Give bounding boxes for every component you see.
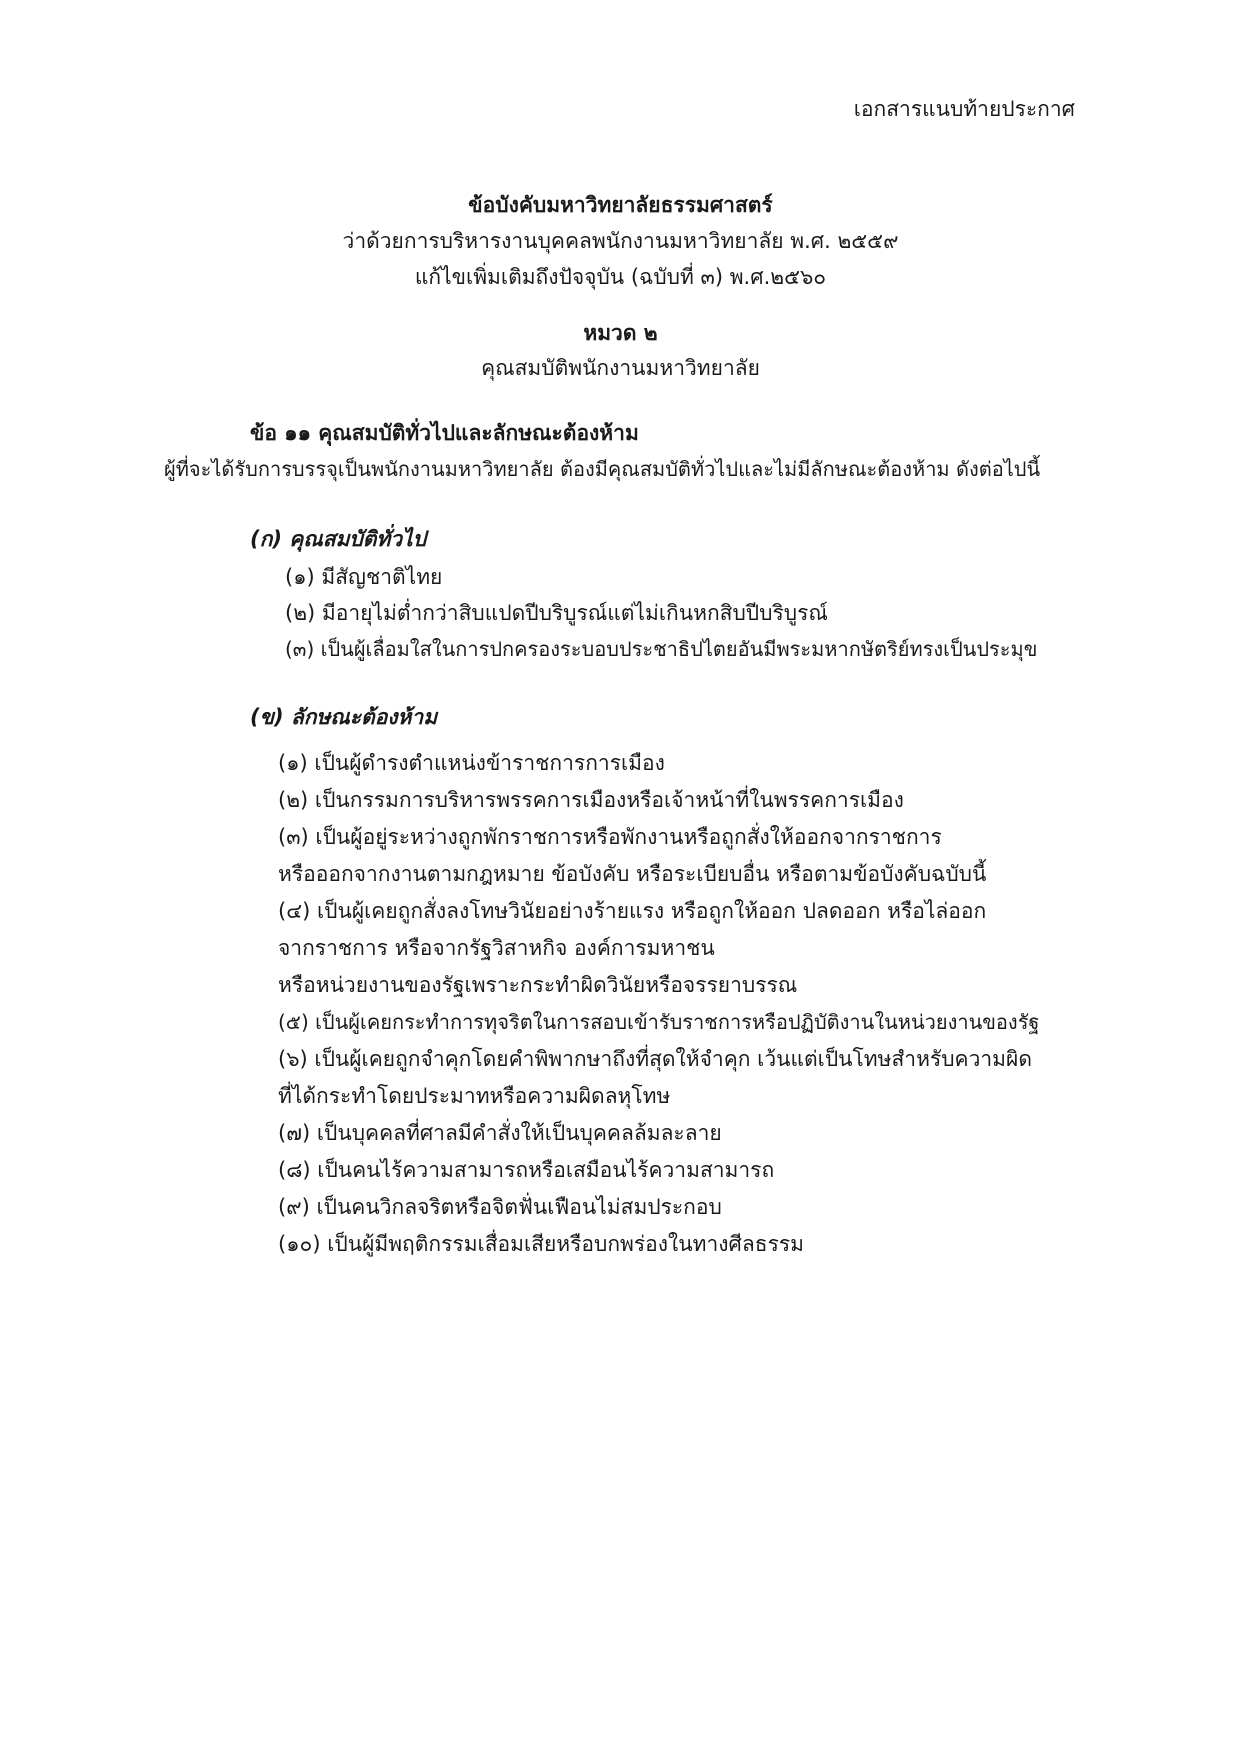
- prohibited-line: (๔) เป็นผู้เคยถูกสั่งลงโทษวินัยอย่างร้ายแรง หรือถูกให้ออก ปลดออก หรือไล่ออก: [278, 899, 987, 923]
- prohibited-line: (๕) เป็นผู้เคยกระทำการทุจริตในการสอบเข้ารับราชการหรือปฏิบัติงานในหน่วยงานของรัฐ: [278, 1010, 1040, 1034]
- prohibited-line: (๒) เป็นกรรมการบริหารพรรคการเมืองหรือเจ้าหน้าที่ในพรรคการเมือง: [278, 788, 904, 812]
- general-item: (๓) เป็นผู้เลื่อมใสในการปกครองระบอบประชาธิปไตยอันมีพระมหากษัตริย์ทรงเป็นประมุข: [285, 637, 1038, 661]
- prohibited-line: (๑) เป็นผู้ดำรงตำแหน่งข้าราชการการเมือง: [278, 751, 665, 775]
- prohibited-line: หรือออกจากงานตามกฎหมาย ข้อบังคับ หรือระเบียบอื่น หรือตามข้อบังคับฉบับนี้: [278, 862, 987, 886]
- prohibited-line: (๗) เป็นบุคคลที่ศาลมีคำสั่งให้เป็นบุคคลล้มละลาย: [278, 1121, 722, 1145]
- chapter-name: คุณสมบัติพนักงานมหาวิทยาลัย: [481, 356, 760, 380]
- attachment-note: เอกสารแนบท้ายประกาศ: [853, 97, 1075, 121]
- prohibited-line: ที่ได้กระทำโดยประมาทหรือความผิดลหุโทษ: [278, 1084, 671, 1108]
- prohibited-line: (๘) เป็นคนไร้ความสามารถหรือเสมือนไร้ความสามารถ: [278, 1158, 775, 1182]
- clause-intro: ผู้ที่จะได้รับการบรรจุเป็นพนักงานมหาวิทยาลัย ต้องมีคุณสมบัติทั่วไปและไม่มีลักษณะต้องห้าม ดังต่อไปนี้: [164, 457, 1041, 481]
- regulation-subtitle: ว่าด้วยการบริหารงานบุคคลพนักงานมหาวิทยาลัย พ.ศ. ๒๕๕๙: [342, 229, 899, 253]
- regulation-amendment: แก้ไขเพิ่มเติมถึงปัจจุบัน (ฉบับที่ ๓) พ.ศ.๒๕๖๐: [414, 265, 827, 289]
- general-qualifications-heading: (ก) คุณสมบัติทั่วไป: [250, 527, 426, 551]
- regulation-title: ข้อบังคับมหาวิทยาลัยธรรมศาสตร์: [468, 193, 773, 217]
- clause-heading: ข้อ ๑๑ คุณสมบัติทั่วไปและลักษณะต้องห้าม: [250, 421, 639, 445]
- prohibited-line: หรือหน่วยงานของรัฐเพราะกระทำผิดวินัยหรือจรรยาบรรณ: [278, 973, 798, 997]
- general-item: (๑) มีสัญชาติไทย: [285, 565, 443, 589]
- prohibited-line: (๖) เป็นผู้เคยถูกจำคุกโดยคำพิพากษาถึงที่สุดให้จำคุก เว้นแต่เป็นโทษสำหรับความผิด: [278, 1047, 1032, 1071]
- prohibited-line: (๑๐) เป็นผู้มีพฤติกรรมเสื่อมเสียหรือบกพร่องในทางศีลธรรม: [278, 1232, 804, 1256]
- prohibited-characteristics-heading: (ข) ลักษณะต้องห้าม: [250, 705, 438, 729]
- prohibited-line: (๓) เป็นผู้อยู่ระหว่างถูกพักราชการหรือพักงานหรือถูกสั่งให้ออกจากราชการ: [278, 825, 942, 849]
- chapter-number: หมวด ๒: [583, 321, 658, 345]
- prohibited-line: จากราชการ หรือจากรัฐวิสาหกิจ องค์การมหาชน: [278, 936, 715, 960]
- prohibited-line: (๙) เป็นคนวิกลจริตหรือจิตฟั่นเฟือนไม่สมประกอบ: [278, 1195, 722, 1219]
- general-item: (๒) มีอายุไม่ต่ำกว่าสิบแปดปีบริบูรณ์แต่ไม่เกินหกสิบปีบริบูรณ์: [285, 601, 828, 625]
